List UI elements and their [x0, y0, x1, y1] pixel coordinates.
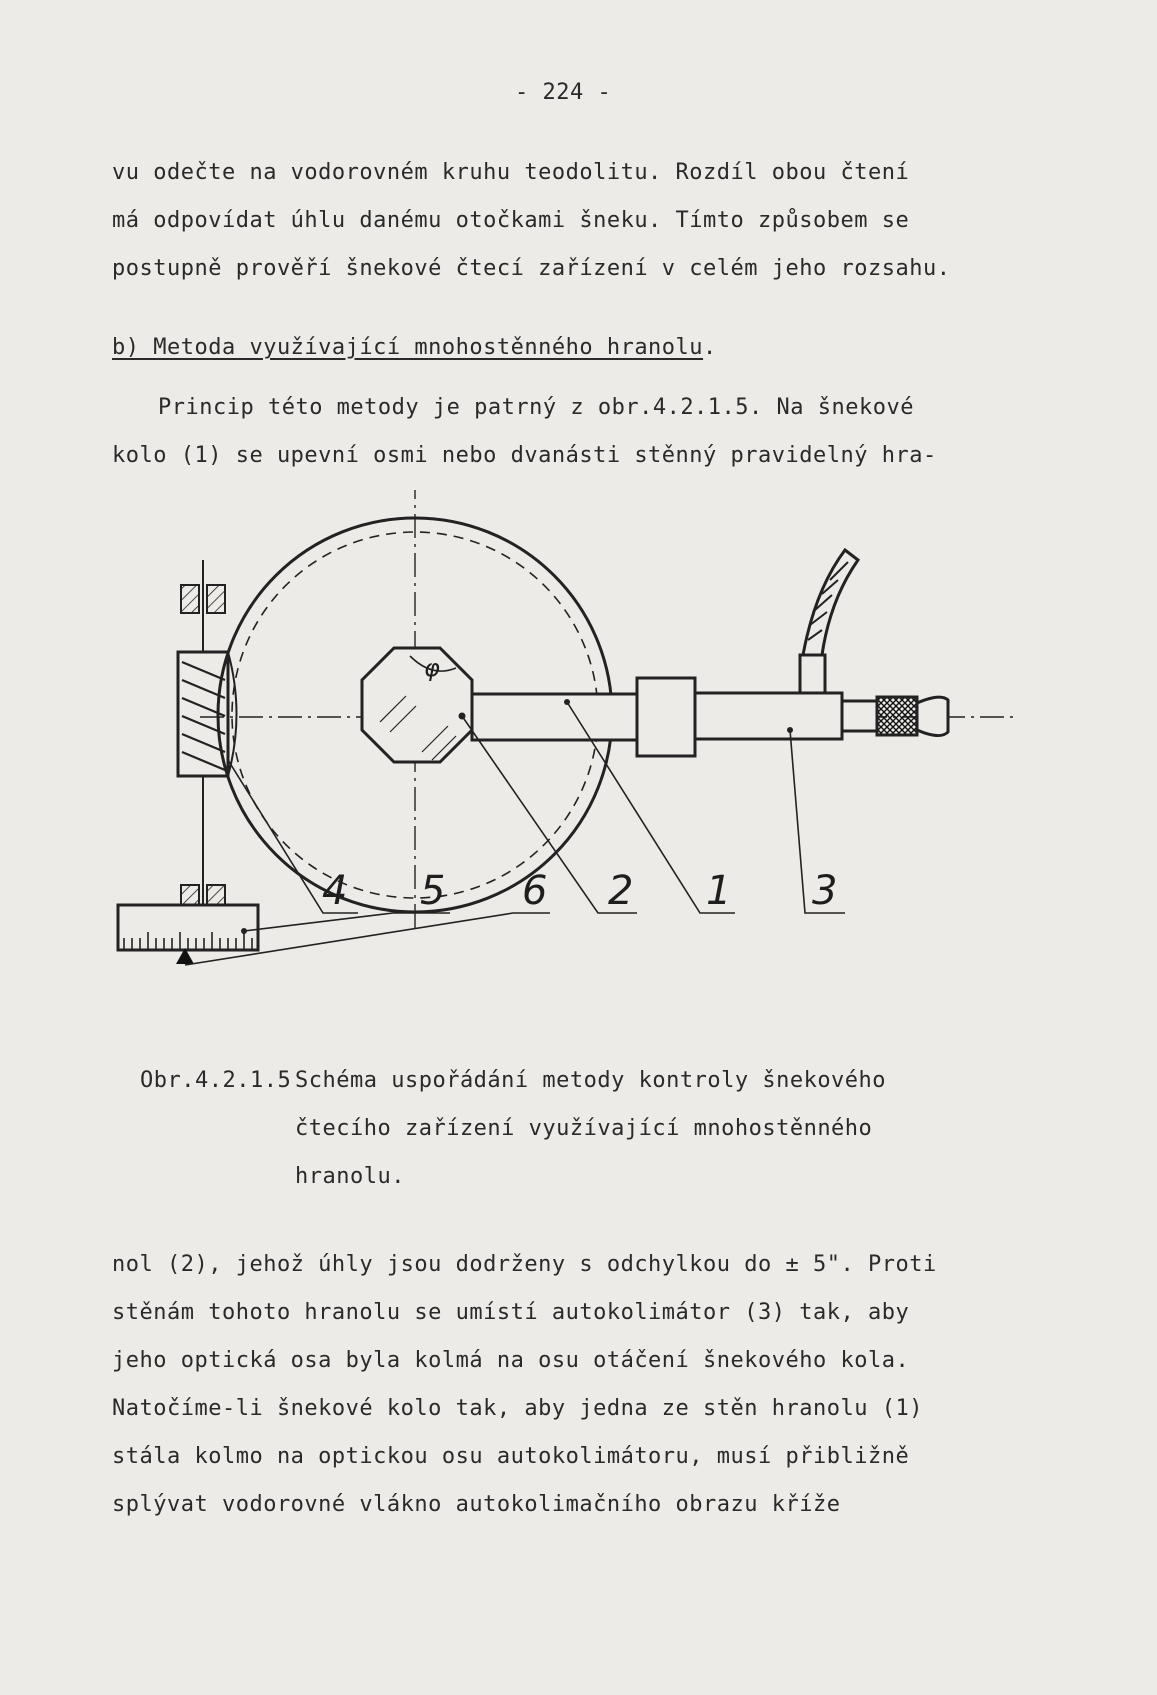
part-label-4: 4 [322, 868, 348, 914]
autocollimator [472, 550, 948, 756]
part-label-3: 3 [812, 868, 838, 914]
text-line: vu odečte na vodorovném kruhu teodolitu. Rozdíl obou čtení [112, 160, 910, 185]
text-line: kolo (1) se upevní osmi nebo dvanásti stěnný pravidelný hra- [112, 443, 937, 468]
section-heading [112, 335, 717, 360]
section-heading-text: b) Metoda využívající mnohostěnného hranolu [112, 335, 704, 360]
text-line: má odpovídat úhlu danému otočkami šneku. Tímto způsobem se [112, 208, 910, 233]
page-number: - 224 - [515, 80, 612, 105]
part-label-1: 1 [706, 868, 732, 914]
text-line: stěnám tohoto hranolu se umístí autokolimátor (3) tak, aby [112, 1300, 910, 1325]
text-line: Natočíme-li šnekové kolo tak, aby jedna ze stěn hranolu (1) [112, 1396, 923, 1421]
figure [110, 490, 1030, 1050]
figure-caption-line: hranolu. [295, 1164, 405, 1189]
text-line: Princip této metody je patrný z obr.4.2.1.5. Na šnekové [158, 395, 914, 420]
figure-caption-line: čtecího zařízení využívající mnohostěnného [295, 1116, 873, 1141]
text-line: nol (2), jehož úhly jsou dodrženy s odchylkou do ± 5". Proti [112, 1252, 937, 1277]
text-line: splývat vodorovné vlákno autokolimačního obrazu kříže [112, 1492, 841, 1517]
worm [178, 652, 237, 776]
angle-symbol: φ [424, 654, 440, 682]
figure-caption-number: Obr.4.2.1.5 [140, 1068, 292, 1093]
text-line: jeho optická osa byla kolmá na osu otáčení šnekového kola. [112, 1348, 910, 1373]
part-label-5: 5 [420, 868, 446, 914]
part-label-2: 2 [608, 868, 634, 914]
figure-caption-line: Schéma uspořádání metody kontroly šnekového [295, 1068, 887, 1093]
part-label-6: 6 [522, 868, 548, 914]
reading-scale [118, 905, 258, 964]
text-line: stála kolmo na optickou osu autokolimátoru, musí přibližně [112, 1444, 910, 1469]
section-heading-period: . [703, 335, 717, 360]
worm-reading-diagram [110, 490, 1030, 1050]
text-line: postupně prověří šnekové čtecí zařízení v celém jeho rozsahu. [112, 256, 951, 281]
polygon-prism [362, 648, 472, 762]
